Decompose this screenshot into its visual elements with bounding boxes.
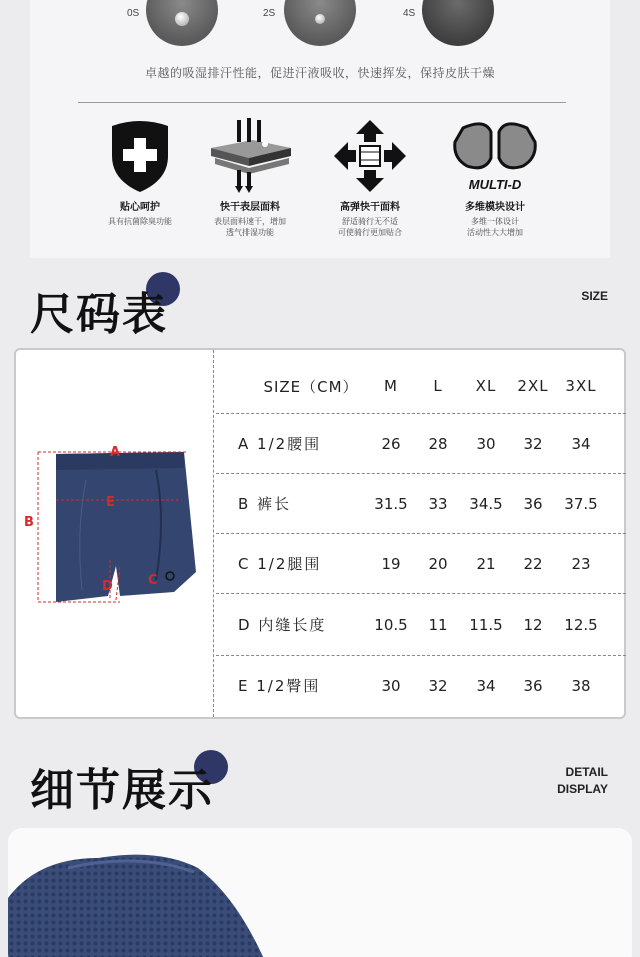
table-cell: 30 (476, 434, 496, 453)
feature-desc: 表层面料速干，增加 透气排湿功能 (214, 217, 286, 237)
table-header-row (216, 356, 626, 416)
table-cell: 36 (523, 494, 543, 513)
measure-label-d: D (102, 579, 113, 594)
header-size: SIZE（CM） (263, 377, 359, 396)
feature-desc: 具有抗菌除臭功能 (108, 217, 172, 226)
row-label: D 内缝长度 (238, 616, 327, 634)
feature-multi-d (440, 118, 550, 238)
header-xl: XL (475, 377, 497, 395)
table-row (216, 413, 626, 473)
measure-label-a: A (110, 445, 121, 460)
detail-tag: DETAIL DISPLAY (557, 765, 608, 796)
table-cell: 38 (571, 676, 591, 695)
table-cell: 37.5 (564, 494, 598, 513)
feature-title: 贴心呵护 (120, 202, 160, 213)
row-label: B 裤长 (238, 495, 292, 513)
cycling-shorts-illustration (16, 350, 212, 717)
table-cell: 34 (571, 434, 591, 453)
table-row (216, 655, 626, 715)
size-section-header (30, 278, 168, 342)
detail-section-header (30, 754, 214, 818)
table-cell: 12 (523, 615, 543, 634)
fabric-swatch-2s (284, 0, 356, 46)
divider (78, 102, 566, 103)
feature-quick-dry (195, 118, 305, 238)
feature-title: 多维模块设计 (465, 202, 525, 213)
drop-label-4s: 4S (403, 8, 416, 19)
detail-photo (8, 828, 632, 957)
row-label: A 1/2腰围 (238, 435, 322, 453)
water-drop-icon (315, 14, 325, 24)
feature-elastic (315, 118, 425, 238)
table-cell: 31.5 (374, 494, 408, 513)
drop-label-0s: 0S (127, 8, 140, 19)
size-chart-card (14, 348, 626, 719)
row-label: E 1/2臀围 (238, 677, 321, 695)
table-cell: 30 (381, 676, 401, 695)
drop-label-2s: 2S (263, 8, 276, 19)
table-cell: 32 (523, 434, 543, 453)
table-cell: 21 (476, 554, 496, 573)
header-m: M (384, 377, 398, 395)
table-cell: 19 (381, 554, 401, 573)
features-panel (30, 0, 610, 258)
table-cell: 10.5 (374, 615, 408, 634)
shield-cross-icon (107, 118, 173, 194)
fabric-swatch-0s (146, 0, 218, 46)
size-tag: SIZE (581, 289, 608, 303)
table-row (216, 593, 626, 655)
measure-label-e: E (106, 495, 115, 510)
header-2xl: 2XL (517, 377, 549, 395)
row-label: C 1/2腿围 (238, 555, 322, 573)
feature-antibacterial (85, 118, 195, 227)
section-title: 细节展示 (30, 765, 214, 816)
stretch-arrows-icon (332, 118, 408, 194)
measure-label-c: C (148, 573, 158, 588)
table-cell: 11.5 (469, 615, 503, 634)
water-drop-icon (175, 12, 189, 26)
table-row (216, 473, 626, 533)
table-cell: 11 (428, 615, 448, 634)
table-cell: 20 (428, 554, 448, 573)
feature-title: 快干表层面料 (220, 202, 280, 213)
table-cell: 23 (571, 554, 591, 573)
table-cell: 22 (523, 554, 543, 573)
table-cell: 34.5 (469, 494, 503, 513)
table-cell: 28 (428, 434, 448, 453)
multi-d-pad-icon (445, 118, 545, 194)
mesh-fabric-closeup (8, 828, 632, 957)
shorts-diagram (16, 350, 214, 717)
measure-label-b: B (24, 515, 34, 530)
feature-desc: 舒适骑行无不适 可使骑行更加贴合 (338, 217, 402, 237)
feature-title: 高弹快干面料 (340, 202, 400, 213)
table-cell: 32 (428, 676, 448, 695)
moisture-tagline: 卓越的吸湿排汗性能，促进汗液吸收，快速挥发，保持皮肤干燥 (144, 66, 495, 80)
moisture-demo (30, 0, 610, 60)
table-cell: 33 (428, 494, 448, 513)
header-3xl: 3XL (565, 377, 597, 395)
table-cell: 12.5 (564, 615, 598, 634)
size-table (216, 350, 626, 717)
header-l: L (433, 377, 443, 395)
multi-d-logo: MULTI-D (468, 177, 522, 192)
table-cell: 26 (381, 434, 401, 453)
page-title: 尺码表 (30, 289, 168, 340)
feature-desc: 多维一体设计 活动性大大增加 (467, 217, 523, 237)
table-cell: 36 (523, 676, 543, 695)
fabric-layers-icon (207, 118, 293, 194)
fabric-swatch-4s (422, 0, 494, 46)
table-row (216, 533, 626, 593)
table-cell: 34 (476, 676, 496, 695)
